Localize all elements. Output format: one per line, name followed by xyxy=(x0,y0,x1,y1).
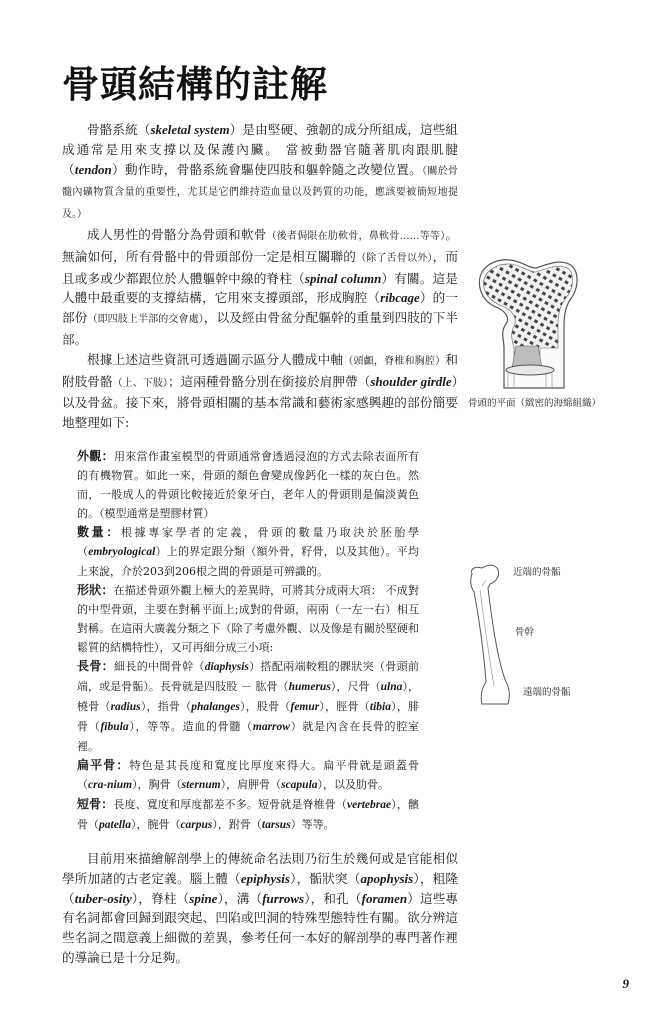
text-run: ），粗隆（ xyxy=(62,870,459,906)
bones-section xyxy=(62,225,458,433)
bone-section-illustration xyxy=(470,248,590,398)
text-run: ，以及經由骨盆分配軀幹的重量到四肢的下半部。 xyxy=(62,310,459,347)
text-run: 。無論如何，所有骨骼中的骨頭部份一定是相互關聯的 xyxy=(62,226,459,264)
fact-text: ），橈骨（ xyxy=(77,679,420,713)
text-run: ，而且或多或少都跟位於人體軀幹中線的脊柱（ xyxy=(62,248,459,286)
term-english: vertebrae xyxy=(347,798,392,811)
term-english: carpus xyxy=(180,818,213,831)
term-english: patella xyxy=(99,818,131,831)
fact-term: 形狀： xyxy=(77,582,114,597)
text-run: 根據上述這些資訊可透過圖示區分人體成中軸 xyxy=(87,351,344,367)
term-english: spinal column xyxy=(304,270,382,286)
paragraph-skeletal-system xyxy=(62,120,458,225)
term-english: radius xyxy=(110,700,141,713)
text-run: ）這些專有名詞都會回歸到跟突起、凹陷或凹洞的特殊型態特性有關。欲分辨這些名詞之間意義上細微的差異，參考任何一本好的解剖學的專門著作裡的導論已是十分足夠。 xyxy=(62,890,459,965)
text-run: ）以及骨盆。接下來，將骨頭相關的基本常識和藝術家感興趣的部份簡要地整理如下: xyxy=(62,373,459,431)
text-run: ）的一部份 xyxy=(62,290,459,326)
shaft-cut-edge xyxy=(506,365,554,375)
fact-number xyxy=(77,523,419,581)
page-number: 9 xyxy=(622,976,629,991)
fact-text: ）上的界定跟分類（額外骨，籽骨，以及其他）。平均上來說，介於203到206根之間的骨頭是可辨識的。 xyxy=(77,544,420,578)
term-english: embryological xyxy=(88,545,156,558)
term-english: fibula xyxy=(100,720,129,733)
text-run: ）是由堅硬、強韌的成分所組成，這些組成通常是用來支撐以及保護內臟。 當被動器官隨著肌肉跟肌腱（ xyxy=(62,122,459,177)
term-english: skeletal system xyxy=(150,122,230,137)
fact-term: 長骨： xyxy=(77,658,115,673)
term-english: ribcage xyxy=(380,290,420,306)
term-english: epiphysis xyxy=(240,870,290,886)
text-run: ），骺狀突（ xyxy=(289,870,361,886)
femur-outline xyxy=(471,565,510,704)
text-run: 目前用來描繪解剖學上的傳統命名法則乃衍生於幾何或是官能相似學所加諸的古老定義。腦上體（ xyxy=(62,850,458,886)
term-english: scapula xyxy=(281,778,318,791)
paragraph-nomenclature xyxy=(62,849,458,968)
text-run: 和附肢骨骼 xyxy=(62,351,459,389)
term-english: tendon xyxy=(74,161,112,177)
bone-section-caption: 骨頭的平面（緻密的海綿組織） xyxy=(468,398,602,409)
term-english: tibia xyxy=(369,700,391,713)
fact-shape xyxy=(77,581,419,657)
fact-text: ）就是內含在長骨的腔室裡。 xyxy=(77,719,420,753)
term-english: humerus xyxy=(288,680,331,693)
fact-text: ），指骨（ xyxy=(140,699,192,713)
fact-text: ）搭配兩端較粗的髁狀突（骨頭前端，或是骨骺）。長骨就是四肢股 － 肱骨（ xyxy=(77,659,420,693)
fact-text: 長度、寬度和厚度都差不多。短骨就是脊椎骨（ xyxy=(113,797,348,811)
note-small: （關於骨髓內礦物質含量的重要性，尤其是它們維持造血量以及鈣質的功能，應該要被簡短地提及。） xyxy=(62,165,459,221)
fact-text: 根據專家學者的定義，骨頭的數量乃取決於胚胎學（ xyxy=(77,525,419,558)
note-small: （即四肢上半部的交會處） xyxy=(87,314,204,326)
text-run: ）有關。這是人體中最重要的支撐結構，它用來支撐頭部，形成胸腔（ xyxy=(62,270,458,306)
femur-label-shaft: 骨幹 xyxy=(515,627,535,638)
fact-text: ），股骨（ xyxy=(239,699,291,713)
intro-section xyxy=(62,120,458,225)
fact-text: ），脛骨（ xyxy=(319,699,370,713)
fact-short-bones xyxy=(77,795,419,835)
term-english: femur xyxy=(290,700,320,713)
text-run: 成人男性的骨骼分為骨頭和軟骨 xyxy=(87,226,267,242)
text-run: ）動作時，骨骼系統會驅使四肢和軀幹隨之改變位置。 xyxy=(111,161,423,177)
text-run: ），溝（ xyxy=(217,890,263,906)
fact-text: 在描述骨頭外觀上極大的差異時，可將其分成兩大項： 不成對的中型骨頭，主要在對稱平面上;成對的骨頭，兩兩（一左一右）相互對稱。在這兩大廣義分類之下（除了考慮外觀、以及像是有關於堅硬和鬆質的結構特性），又可再細分成三小項: xyxy=(77,583,419,654)
bone-facts-list xyxy=(77,447,419,835)
term-english: tuber-osity xyxy=(74,890,132,906)
page-title: 骨頭結構的註解 xyxy=(62,63,328,106)
term-english: spine xyxy=(189,890,218,906)
term-english: diaphysis xyxy=(204,660,249,673)
note-small: （除了舌骨以外） xyxy=(356,252,433,264)
femur-label-proximal: 近端的骨骺 xyxy=(513,567,561,578)
fact-text: ），肩胛骨（ xyxy=(220,777,282,791)
text-run: ），脊柱（ xyxy=(131,890,190,906)
text-run: ），和孔（ xyxy=(304,890,362,906)
fact-flat-bones xyxy=(77,756,419,795)
term-english: furrows xyxy=(262,890,305,906)
note-small: （上、下肢） xyxy=(112,377,168,389)
fact-text: ），胸骨（ xyxy=(132,777,182,791)
term-english: ulna xyxy=(380,680,403,693)
fact-term: 短骨： xyxy=(77,796,114,811)
fact-text: ），等等。造血的骨髓（ xyxy=(128,719,253,733)
fact-text: ），腕骨（ xyxy=(130,817,181,831)
fact-text: ）等等。 xyxy=(290,817,335,831)
fact-text: 特色是其長度和寬度比厚度來得大。扁平骨就是頭蓋骨（ xyxy=(77,758,419,791)
paragraph-adult-skeleton xyxy=(62,225,458,350)
paragraph-axial-appendicular xyxy=(62,350,458,433)
fact-term: 扁平骨： xyxy=(77,757,130,772)
term-english: shoulder girdle xyxy=(370,373,452,389)
text-run: ；這兩種骨骼分別在銜接於肩胛帶（ xyxy=(167,373,371,389)
term-english: tarsus xyxy=(261,818,291,831)
fact-term: 數量： xyxy=(77,524,121,539)
fact-text: 細長的中間骨幹（ xyxy=(114,659,205,673)
term-english: sternum xyxy=(181,778,221,791)
text-column xyxy=(62,120,458,968)
text-run: 骨骼系統（ xyxy=(87,122,151,137)
term-english: apophysis xyxy=(360,870,414,886)
fact-text: ），腓骨（ xyxy=(77,699,420,733)
femur-label-distal: 遠端的骨骺 xyxy=(523,687,571,698)
fact-long-bones xyxy=(77,657,419,756)
fact-appearance xyxy=(77,447,419,523)
term-english: marrow xyxy=(252,720,290,733)
nomenclature-section xyxy=(62,849,458,968)
fact-term: 外觀： xyxy=(77,448,114,463)
fact-text: ），以及肋骨。 xyxy=(317,777,390,791)
note-small: （後者侷限在肋軟骨，鼻軟骨……等等） xyxy=(266,230,446,242)
note-small: （頭顱，脊椎和胸腔） xyxy=(343,355,446,367)
term-english: foramen xyxy=(361,890,408,906)
term-english: phalanges xyxy=(191,700,240,713)
term-english: cra-nium xyxy=(88,778,133,791)
fact-text: 用來當作畫室模型的骨頭通常會透過浸泡的方式去除表面所有的有機物質。如此一來，骨頭的顏色會變成像鈣化一樣的灰白色。然而，一般成人的骨頭比較接近於象牙白，老年人的骨頭則是偏淡黃色的。（模型通常是塑膠材質） xyxy=(77,449,419,520)
fact-text: ），尺骨（ xyxy=(330,679,381,693)
fact-text: ），髕骨（ xyxy=(77,797,420,831)
fact-text: ），跗骨（ xyxy=(212,817,262,831)
